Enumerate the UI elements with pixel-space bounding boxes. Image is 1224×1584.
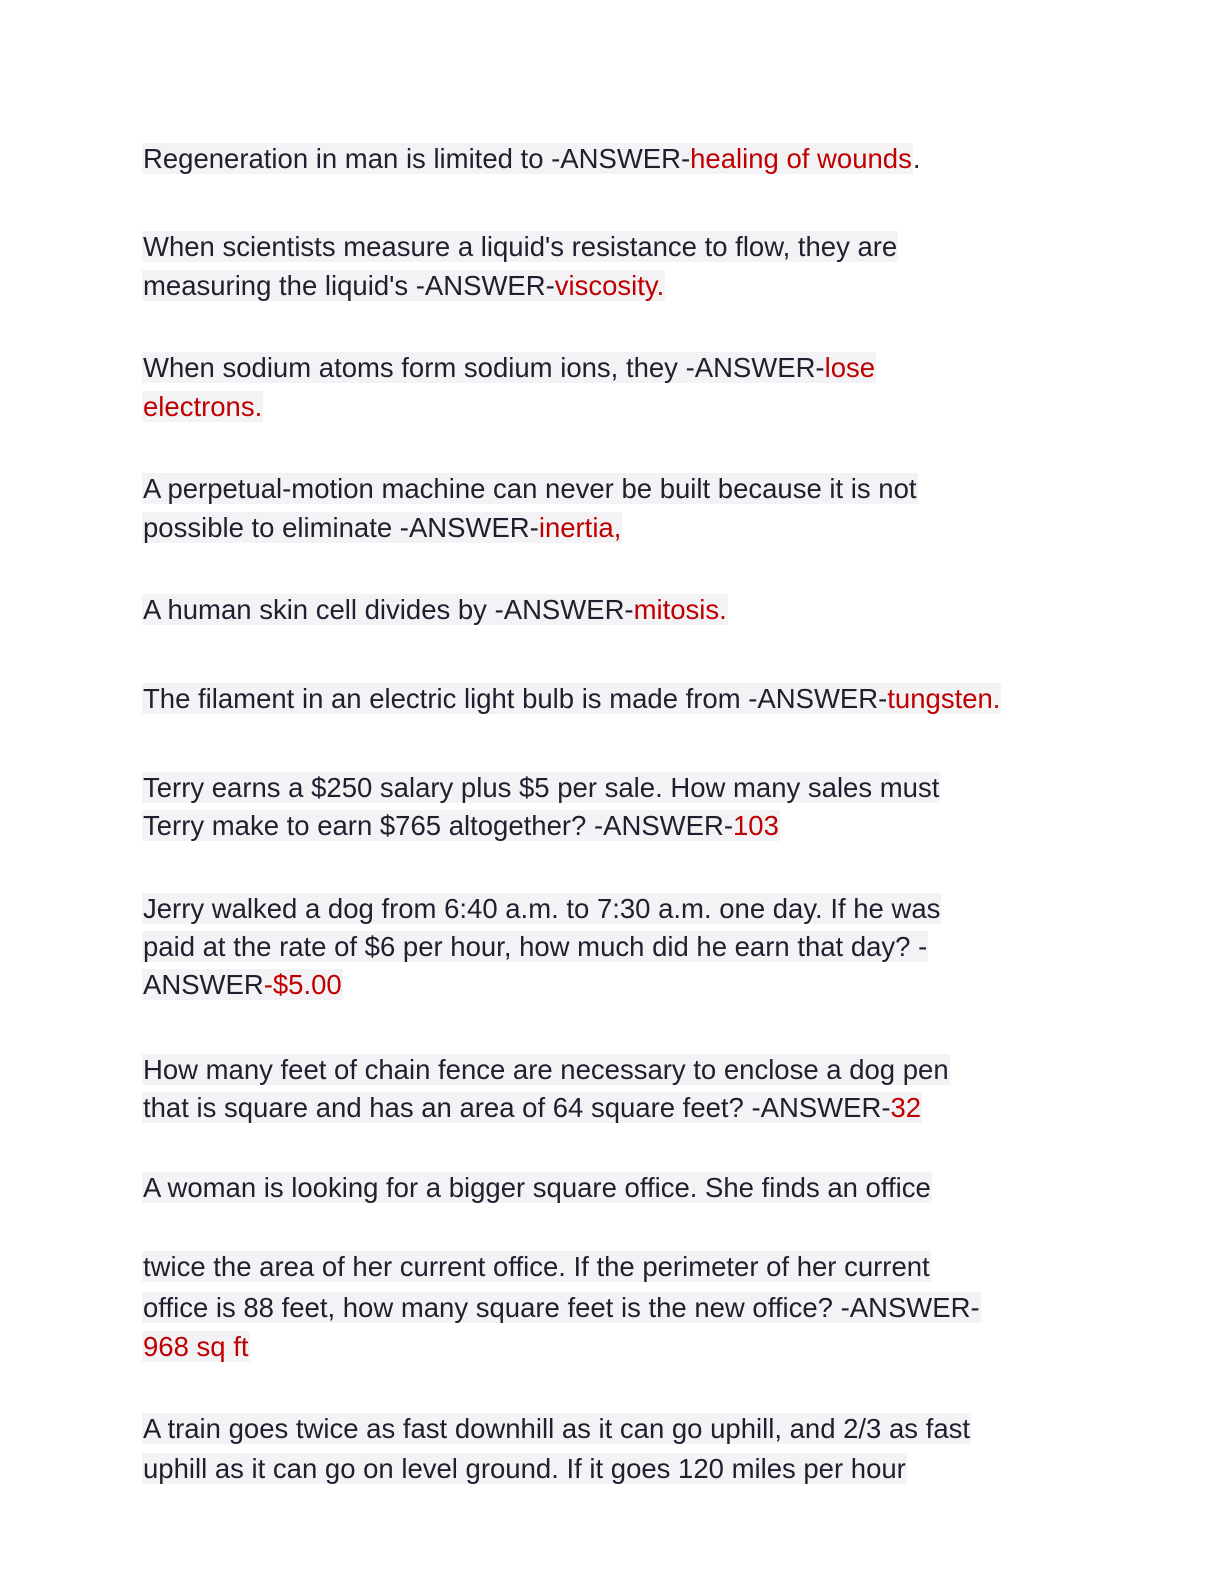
text-line — [142, 1450, 907, 1488]
answer-text: -$5.00 — [263, 969, 342, 1000]
answer-text: mitosis. — [633, 594, 727, 625]
text-line — [142, 1410, 971, 1448]
question-text: Regeneration in man is limited to -ANSWER- — [143, 143, 691, 174]
text-line — [142, 1248, 931, 1286]
question-text: How many feet of chain fence are necessary to enclose a dog pen — [143, 1054, 949, 1085]
text-line — [142, 807, 780, 845]
text-line — [142, 1169, 932, 1207]
question-text: paid at the rate of $6 per hour, how much did he earn that day? - — [143, 931, 928, 962]
trailing-text: . — [912, 143, 921, 174]
text-line — [142, 966, 343, 1004]
question-text: A train goes twice as fast downhill as it can go uphill, and 2/3 as fast — [143, 1413, 971, 1444]
answer-text: 32 — [890, 1092, 922, 1123]
question-text: A perpetual-motion machine can never be built because it is not — [143, 473, 917, 504]
question-text: twice the area of her current office. If the perimeter of her current — [143, 1251, 930, 1282]
text-line — [142, 349, 876, 387]
text-line — [142, 470, 918, 508]
question-text: possible to eliminate -ANSWER- — [143, 512, 539, 543]
text-line — [142, 1289, 981, 1327]
question-text: Terry earns a $250 salary plus $5 per sale. How many sales must — [143, 772, 940, 803]
answer-text: 103 — [732, 810, 779, 841]
text-line — [142, 1089, 922, 1127]
answer-text: healing of wounds — [690, 143, 912, 174]
question-text: ANSWER — [143, 969, 264, 1000]
question-text: Terry make to earn $765 altogether? -ANSWER- — [143, 810, 733, 841]
text-line — [142, 680, 1001, 718]
text-line — [142, 928, 928, 966]
question-text: A woman is looking for a bigger square office. She finds an office — [143, 1172, 931, 1203]
text-line — [142, 267, 665, 305]
text-line — [142, 890, 941, 928]
text-line — [142, 1051, 950, 1089]
text-line — [142, 388, 263, 426]
answer-text: 968 sq ft — [143, 1331, 249, 1362]
question-text: When sodium atoms form sodium ions, they -ANSWER- — [143, 352, 825, 383]
answer-text: viscosity. — [554, 270, 665, 301]
question-text: that is square and has an area of 64 square feet? -ANSWER- — [143, 1092, 891, 1123]
text-line — [142, 140, 920, 178]
question-text: uphill as it can go on level ground. If it goes 120 miles per hour — [143, 1453, 906, 1484]
text-line — [142, 1328, 250, 1366]
answer-text: lose — [824, 352, 876, 383]
text-line — [142, 228, 898, 266]
question-text: office is 88 feet, how many square feet is the new office? -ANSWER- — [143, 1292, 980, 1323]
text-line — [142, 769, 940, 807]
question-text: measuring the liquid's -ANSWER- — [143, 270, 555, 301]
text-line — [142, 509, 622, 547]
question-text: The filament in an electric light bulb is made from -ANSWER- — [143, 683, 888, 714]
question-text: Jerry walked a dog from 6:40 a.m. to 7:30 a.m. one day. If he was — [143, 893, 941, 924]
question-text: A human skin cell divides by -ANSWER- — [143, 594, 634, 625]
question-text: When scientists measure a liquid's resistance to flow, they are — [143, 231, 898, 262]
answer-text: inertia, — [538, 512, 622, 543]
text-line — [142, 591, 728, 629]
answer-text: electrons. — [143, 391, 263, 422]
answer-text: tungsten. — [887, 683, 1001, 714]
